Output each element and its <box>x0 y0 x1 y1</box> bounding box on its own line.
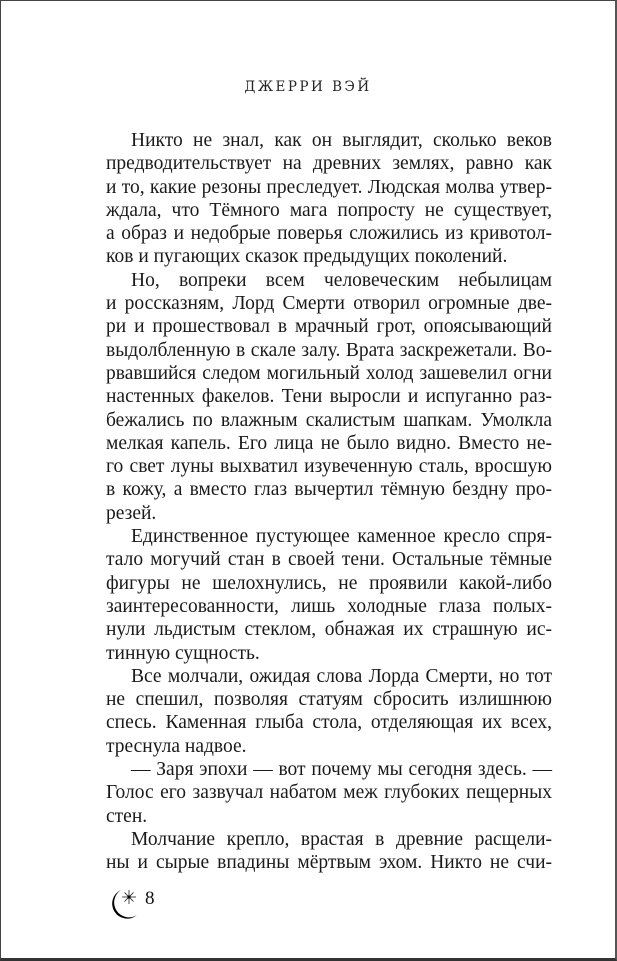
paragraph <box>106 269 552 525</box>
text-line: Но, вопреки всем человеческим небылицам <box>131 269 552 291</box>
text-line: и россказням, Лорд Смерти отворил огромные две- <box>106 293 552 315</box>
text-line: и то, какие резоны преследует. Людская молва утвер- <box>106 176 552 198</box>
body-text <box>106 129 552 875</box>
text-line: треснула надвое. <box>106 735 247 757</box>
text-line: ков и пугающих сказок предыдущих поколений. <box>106 246 508 268</box>
text-line: предводительствует на древних землях, равно как <box>106 153 552 175</box>
text-line: Все молчали, ожидая слова Лорда Смерти, но тот <box>131 665 552 687</box>
text-line: Единственное пустующее каменное кресло спря- <box>131 526 552 548</box>
text-line: заинтересованности, лишь холодные глаза полых- <box>106 595 552 617</box>
text-line: Голос его зазвучал набатом меж глубоких пещерных <box>106 782 552 804</box>
page-number: 8 <box>145 888 155 909</box>
text-line: — Заря эпохи — вот почему мы сегодня здесь. — <box>131 759 552 781</box>
text-line: ждала, что Тёмного мага попросту не существует, <box>106 199 552 221</box>
text-line: выдолбленную в скале залу. Врата заскрежетали. Во- <box>106 339 552 361</box>
text-line: тало могучий стан в своей тени. Остальные тёмные <box>106 549 552 571</box>
text-line: бежались по влажным скалистым шапкам. Умолкла <box>106 409 552 431</box>
text-line: Никто не знал, как он выглядит, сколько веков <box>131 130 552 151</box>
paragraph <box>106 525 552 665</box>
running-header: ДЖЕРРИ ВЭЙ <box>244 79 372 95</box>
text-line: стен. <box>106 805 148 827</box>
text-line: Молчание крепло, врастая в древние расщели- <box>131 828 552 850</box>
paragraph <box>106 758 552 828</box>
text-line: мелкая капель. Его лица не было видно. Вместо не- <box>106 432 552 454</box>
text-line: ри и прошествовал в мрачный грот, опоясывающий <box>106 316 552 338</box>
paragraph <box>106 828 552 875</box>
text-line: ны и сырые впадины мёртвым эхом. Никто не счи- <box>106 852 552 874</box>
text-line: в кожу, а вместо глаз вычертил тёмную бездну про- <box>106 479 552 501</box>
paragraph <box>106 129 552 269</box>
text-line: резей. <box>106 502 157 524</box>
text-line: спесь. Каменная глыба стола, отделяющая их всех, <box>106 712 552 734</box>
text-line: не спешил, позволяя статуям сбросить излишнюю <box>106 689 552 711</box>
text-line: тинную сущность. <box>106 642 260 664</box>
text-line: фигуры не шелохнулись, не проявили какой-либо <box>106 572 552 594</box>
text-line: а образ и недобрые поверья сложились из кривотол- <box>106 223 552 245</box>
text-line: нули льдистым стеклом, обнажая их страшную ис- <box>106 619 552 641</box>
crescent-moon-star-icon <box>107 887 143 923</box>
text-line: го свет луны выхватил изувеченную сталь, вросшую <box>106 456 552 478</box>
text-line: настенных факелов. Тени выросли и испуганно раз- <box>106 386 552 408</box>
paragraph <box>106 665 552 758</box>
text-line: рвавшийся следом могильный холод зашевелил огни <box>106 362 552 384</box>
page-footer <box>107 887 155 923</box>
